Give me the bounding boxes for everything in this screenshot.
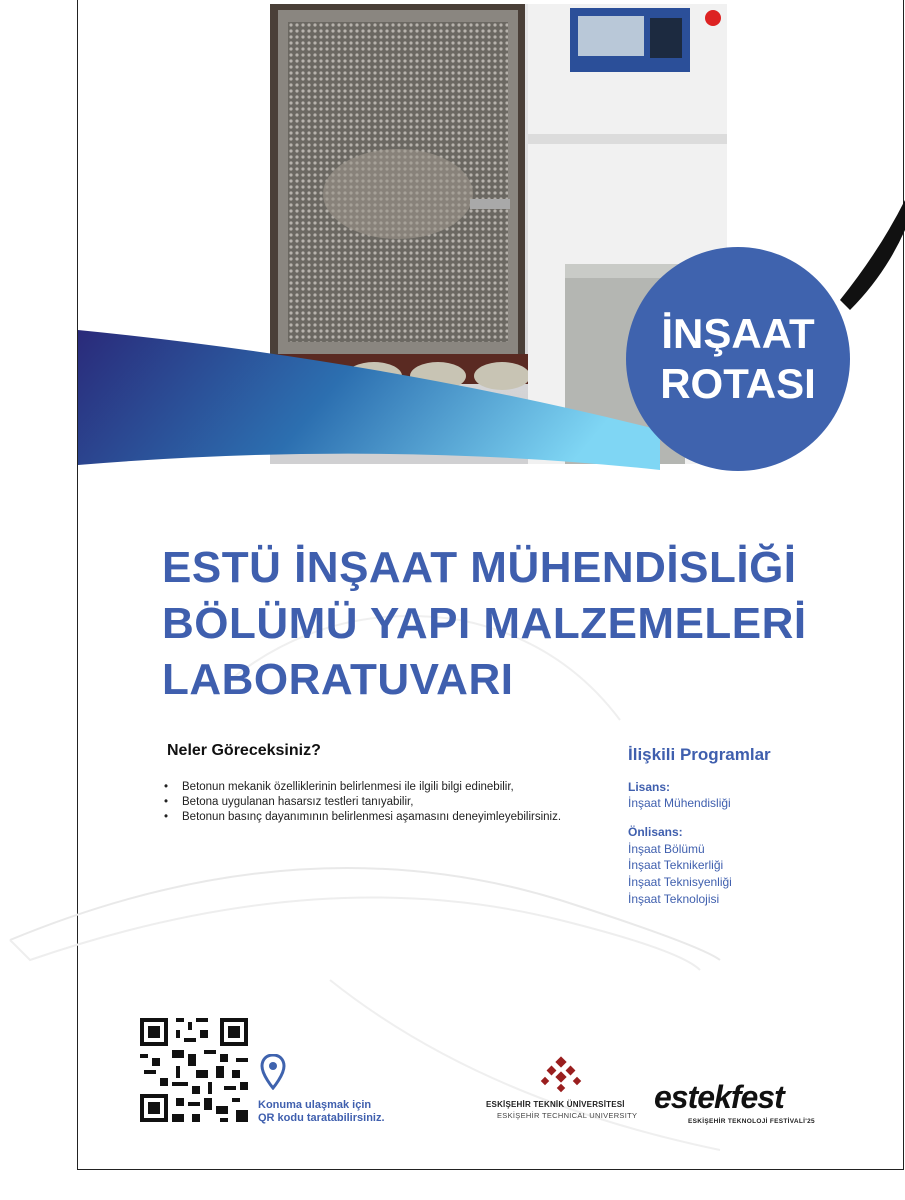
badge-line1: İNŞAAT: [661, 310, 815, 357]
what-you-see-heading: Neler Göreceksiniz?: [167, 742, 321, 759]
list-item: • Betonun basınç dayanımının belirlenmesi aşamasını deneyimleyebilirsiniz.: [164, 810, 624, 825]
program-item: İnşaat Mühendisliği: [628, 796, 731, 810]
program-item: İnşaat Teknisyenliği: [628, 875, 732, 889]
what-you-see-list: [164, 780, 624, 825]
program-item: İnşaat Teknolojisi: [628, 892, 720, 906]
title-line2: BÖLÜMÜ YAPI MALZEMELERİ: [162, 599, 807, 648]
program-item: İnşaat Teknikerliği: [628, 858, 724, 872]
page-title: [162, 540, 862, 708]
list-item: • Betonun mekanik özelliklerinin belirlenmesi ile ilgili bilgi edinebilir,: [164, 780, 624, 795]
university-name-en: ESKİŞEHİR TECHNICAL UNIVERSITY: [497, 1111, 638, 1120]
festival-subtitle: ESKİŞEHİR TEKNOLOJİ FESTİVALİ'25: [688, 1118, 815, 1125]
festival-logo: estekfest: [654, 1079, 784, 1115]
qr-line1: Konuma ulaşmak için: [258, 1099, 372, 1111]
qr-line2: QR kodu taratabilirsiniz.: [258, 1112, 385, 1124]
route-badge: [626, 247, 850, 471]
location-pin-icon: [260, 1054, 286, 1090]
university-name: ESKİŞEHİR TEKNİK ÜNİVERSİTESİ: [486, 1100, 625, 1109]
program-item: İnşaat Bölümü: [628, 842, 705, 856]
title-line1: ESTÜ İNŞAAT MÜHENDİSLİĞİ: [162, 543, 797, 592]
university-logo-icon: [540, 1056, 582, 1094]
lisans-label: Lisans:: [628, 780, 671, 794]
qr-instructions: [258, 1099, 385, 1125]
badge-line2: ROTASI: [660, 360, 816, 407]
title-line3: LABORATUVARI: [162, 655, 514, 704]
related-programs-heading: İlişkili Programlar: [628, 745, 771, 764]
onlisans-label: Önlisans:: [628, 825, 683, 839]
qr-code[interactable]: [140, 1018, 248, 1122]
list-item: • Betona uygulanan hasarsız testleri tanıyabilir,: [164, 795, 624, 810]
